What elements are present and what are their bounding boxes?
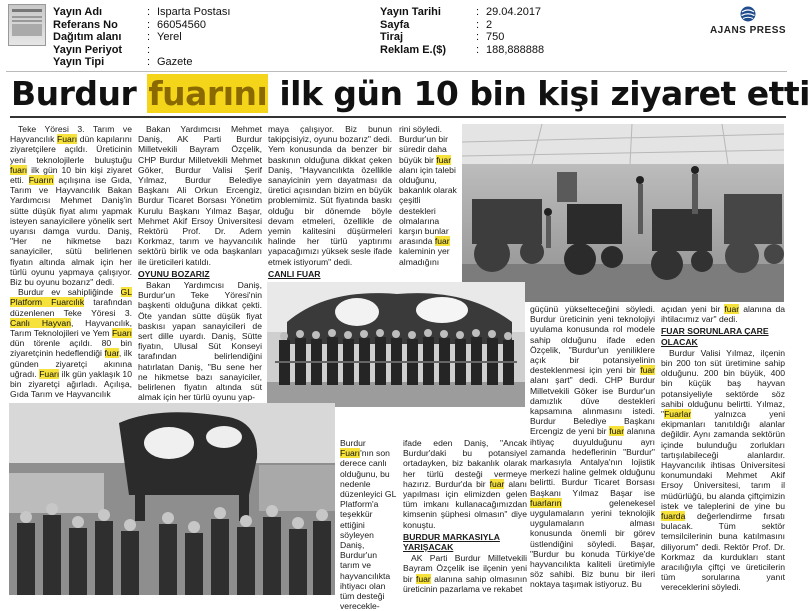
ribbon-cutting-photo	[267, 282, 525, 407]
column-8a-text: ifade eden Daniş, "Ancak Burdur'daki bu potansiyel ortadayken, biz bakanlık olarak her türlü desteği vermeye hazırız. Burdur'da bir fuar alanı yapılması için elimizden gelen tüm imkanı kullanacağımızdan kimsenin şüphesi olmasın" diye konuştu.	[403, 438, 527, 530]
subhead-canli-fuar: CANLI FUAR	[268, 268, 321, 279]
highlighted-term: fuar	[415, 573, 431, 584]
column-6a-text: açıdan yeni bir fuar alanına da ihtilacımız var" dedi.	[661, 304, 786, 325]
column-2-text: Bakan Yardımcısı Mehmet Daniş, AK Parti Burdur Milletvekili Bayram Özçelik, CHP Burdur Milletvekili Mehmet Göker, Burdur Valisi Şerif Yılmaz, Burdur Belediye Başkanı Ali Orkun Ercengiz, Burdur Ticaret Borsası Yönetim Kurulu Başkanı Yılmaz Başar, Mehmet Akif Ersoy Üniversitesi Rektörü Prof. Dr. Adem Korkmaz, tarım ve hayvancılık sektörü birlik ve oda başkanları ile üreticileri katıldı.	[138, 124, 262, 267]
left-value: Isparta Postası	[157, 6, 231, 18]
highlighted-term: fuar	[434, 236, 450, 247]
right-key: Sayfa	[380, 18, 410, 31]
meta-left	[53, 6, 353, 70]
headline	[11, 74, 810, 113]
column-2b-text: Bakan Yardımcısı Daniş, Burdur'un Teke Yöresi'nin başkenti olduğuna dikkat çekti. Öte yandan sütte düşük fiyat baskısı yapan sanayicileri de sert dille uyardı. Daniş, Sütte fiyatın, Ulusal Süt Konseyi tarafından belirlendiğini hatırlatan Daniş, "Bu sene her ne hikmetse bazı sanayiciler, belirlenen fiyatın altında süt almak için her türlü oyunu yap-	[138, 280, 262, 403]
subhead-oyunu-bozariz: OYUNU BOZARIZ	[138, 268, 210, 279]
left-separator: :	[147, 6, 151, 18]
highlighted-term: GL Platform Fuarcılık	[10, 287, 132, 308]
left-separator: :	[147, 31, 151, 43]
column-3	[268, 124, 392, 279]
right-key: Reklam E.($)	[380, 43, 447, 56]
highlighted-term: fuar	[436, 154, 452, 165]
highlighted-term: Fuarı	[39, 368, 60, 379]
subhead-fuar-sorunlara: FUAR SORUNLARA ÇARE OLACAK	[661, 326, 769, 347]
highlighted-term: fuar	[724, 304, 740, 314]
right-value: 188,888888	[486, 43, 545, 56]
highlighted-term: fuarların	[530, 497, 562, 508]
left-separator: :	[147, 43, 151, 56]
column-7-text: Burdur Fuarı'nın son derece canlı olduğunu, bu nedenle düzenleyici GL Platform'a teşekkür ettiğini söyleyen Daniş, Burdur'un tarım ve hayvancılıkta ihtiyacı olan tüm desteği verecekle-	[340, 438, 397, 611]
column-5-text: güçünü yükselteceğini söyledi. Burdur üreticinin yeni teknolojiyi uyulama konusunda rol modele sahip olduğunu ifade eden Özçelik, "Burdur'un yeniliklere açık bir potansiyelinin desteklenmesi için yeni bir fuar alanı şart" dedi. CHP Burdur Milletvekili Göker ise Burdur'un damızlık düve destekleri kapsamına alınmasını istedi. Burdur Belediye Başkanı Ercengiz de yeni bir fuar alanına ihtiyaç duyulduğunu ayrı zamanda hedeflerinin "Burdur" markasıyla Antalya'nın lojistik merkezi haline gelmek olduğunu belirtti. Burdur Ticaret Borsası Başkanı Yılmaz Başar ise fuarların gelenekesel uygulamaların yerini teknolojik uygulamaların alması konusunda önemli bir görev üstlendiğini söyledi. Başar, "Burdur bu konuda Türkiye'de hayvancılıkta kaliteli üretimiyle söz sahibi. Biz bunu bir ileri noktaya taşımak istiyoruz. Bu	[530, 304, 655, 590]
logo-text: AJANS PRESS	[709, 25, 787, 36]
column-6	[661, 304, 785, 594]
highlighted-term: Fuarlar	[664, 409, 692, 420]
globe-icon	[740, 6, 756, 22]
headline-after: ilk gün 10 bin kişi ziyaret etti	[268, 74, 810, 113]
left-separator: :	[147, 18, 151, 31]
highlighted-term: Fuarı	[111, 328, 132, 339]
left-key: Yayın Adı	[53, 6, 103, 18]
header-divider	[6, 71, 787, 72]
left-value: 66054560	[157, 18, 206, 31]
column-8b-text: AK Parti Burdur Milletvekili Bayram Özçelik ise ilçenin yeni bir fuar alanına sahip olmasının üreticinin pazarlama ve rekabet	[403, 553, 527, 594]
left-key: Referans No	[53, 18, 118, 31]
column-1-text: Teke Yöresi 3. Tarım ve Hayvancılık Fuarı dün kapılarını ziyaretçilere açıldı. Üreticinin yeni teknolojilerle buluştuğu fuarı ilk gün 10 bin kişi ziyaret etti. Fuarın açılışına ise Gıda, Tarım ve Hayvancılık Bakan Yardımcısı Mehmet Daniş'in sütte düşük fiyat alımı yapmak isteyen sanayicilere yönelik sert uyarısı damga vurdu. Daniş, "Her ne hikmetse bazı sanayiciler, sütü belirlenen fiyatın altında almak için her türlü oyunu yapmaya çalışıyor. Biz bu oyunu bozarız" dedi.	[10, 124, 133, 288]
right-separator: :	[476, 31, 480, 43]
column-3-text: maya çalışıyor. Biz bunun takipçisiyiz, oyunu bozarız" dedi. Yem konusunda da benzer bir baskının olduğuna dikkat çeken Daniş, "Hayvancılıkta özellikle sanayicinin yem dayatması da üretici açısından bizim en büyük problemimiz. Süt fiyatında baskı olduğu bir dönemde böyle devam etmeleri, özellikle de yemin kalitesini düşürmeleri halinde her türlü yaptırımı yapacağımızı yüksek sesle ifade etmek istiyorum" dedi.	[268, 124, 392, 267]
column-5	[530, 304, 655, 594]
column-1	[10, 124, 133, 400]
right-key: Tiraj	[380, 31, 404, 43]
tractors-photo	[462, 124, 784, 302]
highlighted-term: Fuarı	[340, 448, 361, 459]
highlighted-term: Canlı Hayvan	[10, 317, 71, 328]
headline-rule	[10, 116, 786, 118]
subhead-burdur-markasiyla: BURDUR MARKASIYLA YARIŞACAK	[403, 531, 500, 553]
left-key: Yayın Periyot	[53, 43, 123, 56]
headline-highlight: fuarını	[148, 74, 268, 113]
left-separator: :	[147, 56, 151, 68]
right-separator: :	[476, 6, 480, 18]
column-7	[340, 438, 398, 611]
column-6b-text: Burdur Valisi Yılmaz, ilçenin bin 200 ton süt üretimine sahip olduğunu. 200 bin büyük, 400 bin küçük baş hayvan potansiyeliyle sektörde söz sahibi olduğunu belirtti. Yılmaz, "Fuarlar yalnızca yeni ekipmanları tanıtıldığı alanlar değildir. Aynı zamanda sektörün içinde bulunduğu zorlukları tartışılabileceği alanlardır. Hayvancılık ihtisas Üniversitesi konumundaki Mehmet Akif Ersoy Üniversitesi, tarım il müdürlüğü, bu alanda çiftçimizin istek ve taleplerini de yine bu fuarda değerlendirme fırsatı bulacak. Tüm sektör temsilcilerinin buna katılmasını diliyorum" dedi. Rektör Prof. Dr. Korkmaz da kurdukları stant aracılığıyla çiftçi ve üreticilerin tüm sorularına yanıt vereceklerini söyledi.	[661, 347, 785, 593]
column-2	[138, 124, 262, 403]
right-separator: :	[476, 18, 480, 31]
column-1b-text: Burdur ev sahipliğinde GL Platform Fuarcılık tarafından düzenlenen Teke Yöresi 3. Canlı Hayvan, Hayvancılık, Tarım Teknolojileri ve Yem Fuarı dün törenle açıldı. 80 bin ziyaretçinin hedeflendiği fuar, ilk günden ziyaretçi akınına uğradı. Fuarı ilk gün yaklaşık 10 bin ziyaretçi ağırladı. Açılışa, Gıda Tarım ve Hayvancılık	[10, 287, 132, 400]
meta-right	[380, 6, 680, 58]
left-key: Dağıtım alanı	[53, 31, 122, 43]
highlighted-term: Fuarı	[57, 134, 78, 145]
left-value: Yerel	[157, 31, 182, 43]
column-8	[403, 438, 527, 594]
left-key: Yayın Tipi	[53, 56, 105, 68]
column-4	[399, 124, 457, 280]
highlighted-term: fuarda	[661, 511, 686, 522]
highlighted-term: fuar	[609, 426, 625, 437]
ajans-press-logo	[706, 6, 790, 38]
right-separator: :	[476, 43, 480, 56]
left-value: Gazete	[157, 56, 193, 68]
right-key: Yayın Tarihi	[380, 6, 441, 18]
highlighted-term: fuar	[104, 348, 119, 359]
highlighted-term: fuar	[489, 478, 505, 489]
highlighted-term: fuarı	[10, 164, 28, 175]
headline-before: Burdur	[11, 74, 148, 113]
right-value: 2	[486, 18, 493, 31]
crowd-cow-photo	[9, 403, 335, 595]
highlighted-term: Fuarın	[28, 175, 54, 186]
right-value: 29.04.2017	[486, 6, 542, 18]
column-4-text: rini söyledi. Burdur'un bir süredir daha büyük bir fuar alanı için talebi olduğunu, bakanlık olarak çeşitli destekleri olmalarına karşın bunlar arasında fuar kaleminin yer almadığını	[399, 124, 457, 267]
right-value: 750	[486, 31, 505, 43]
highlighted-term: fuar	[640, 365, 655, 376]
publication-thumbnail	[8, 4, 46, 46]
